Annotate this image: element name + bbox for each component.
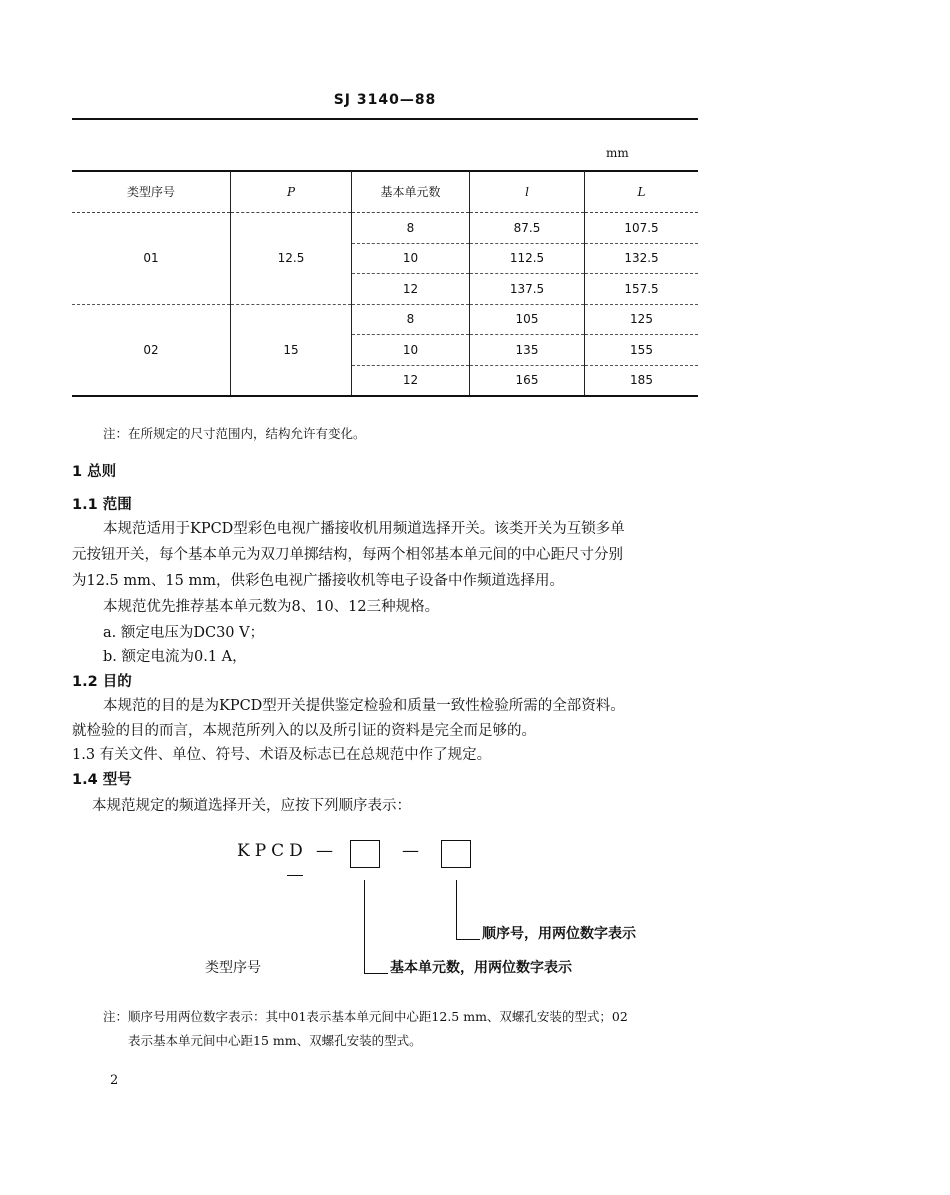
cell-units: 10	[352, 243, 470, 274]
cell-units: 12	[352, 274, 470, 305]
cell-type: 01	[72, 213, 231, 305]
units-leader-vertical	[364, 880, 365, 973]
units-label: 基本单元数，用两位数字表示	[390, 960, 572, 976]
header-units: 基本单元数	[352, 171, 470, 213]
sequence-label: 顺序号，用两位数字表示	[482, 926, 636, 942]
document-header: SJ 3140—88	[333, 92, 437, 108]
cell-L: 107.5	[585, 213, 699, 244]
cell-units: 8	[352, 213, 470, 244]
cell-l: 135	[470, 335, 585, 366]
diagram-dash-1: —	[316, 841, 333, 861]
type-label: 类型序号	[205, 960, 261, 976]
header-p: P	[231, 171, 352, 213]
item-a: a. 额定电压为DC30 V；	[103, 625, 265, 641]
table-header-row	[72, 171, 698, 213]
cell-l: 105	[470, 304, 585, 335]
scope-paragraph-line-2: 元按钮开关，每个基本单元为双刀单掷结构，每两个相邻基本单元间的中心距尺寸分别	[72, 547, 623, 563]
section-1-2-heading: 1.2 目的	[72, 674, 132, 690]
cell-L: 155	[585, 335, 699, 366]
scope-paragraph-line-3: 为12.5 mm、15 mm，供彩色电视广播接收机等电子设备中作频道选择用。	[72, 573, 564, 589]
page-number: 2	[110, 1073, 119, 1088]
model-designation-intro: 本规范规定的频道选择开关，应按下列顺序表示：	[92, 798, 411, 814]
scope-paragraph-line-1: 本规范适用于KPCD型彩色电视广播接收机用频道选择开关。该类开关为互锁多单	[103, 521, 625, 537]
cell-L: 132.5	[585, 243, 699, 274]
cell-l: 87.5	[470, 213, 585, 244]
table-unit: mm	[606, 146, 629, 160]
cell-units: 10	[352, 335, 470, 366]
cell-L: 185	[585, 365, 699, 396]
header-l-small: l	[470, 171, 585, 213]
cell-L: 125	[585, 304, 699, 335]
header-rule	[72, 118, 698, 120]
sequence-leader-horizontal	[456, 939, 480, 940]
purpose-paragraph-line-2: 就检验的目的而言，本规范所列入的以及所引证的资料是完全而足够的。	[72, 723, 536, 739]
cell-type: 02	[72, 304, 231, 396]
units-box	[350, 840, 380, 868]
sequence-box	[441, 840, 471, 868]
scope-recommendation: 本规范优先推荐基本单元数为8、10、12三种规格。	[103, 599, 440, 615]
dimension-table	[72, 171, 698, 397]
table-note: 注：在所规定的尺寸范围内，结构允许有变化。	[103, 426, 366, 441]
table-row	[72, 304, 698, 335]
purpose-paragraph-line-1: 本规范的目的是为KPCD型开关提供鉴定检验和质量一致性检验所需的全部资料。	[103, 698, 625, 714]
prefix-underline	[287, 875, 303, 876]
section-1-3-text: 1.3 有关文件、单位、符号、术语及标志已在总规范中作了规定。	[72, 747, 492, 763]
header-l-large: L	[585, 171, 699, 213]
section-1-4-heading: 1.4 型号	[72, 772, 132, 788]
bottom-note-line-1: 注：顺序号用两位数字表示：其中01表示基本单元间中心距12.5 mm、双螺孔安装的型式；02	[103, 1009, 628, 1024]
item-b: b. 额定电流为0.1 A，	[103, 649, 247, 665]
diagram-dash-2: —	[402, 841, 419, 861]
cell-p: 12.5	[231, 213, 352, 305]
cell-units: 8	[352, 304, 470, 335]
bottom-note-line-2: 表示基本单元间中心距15 mm、双螺孔安装的型式。	[128, 1033, 422, 1048]
cell-l: 165	[470, 365, 585, 396]
sequence-leader-vertical	[456, 880, 457, 939]
cell-p: 15	[231, 304, 352, 396]
cell-l: 112.5	[470, 243, 585, 274]
section-1-1-heading: 1.1 范围	[72, 497, 132, 513]
header-type: 类型序号	[72, 171, 231, 213]
diagram-prefix: KPCD	[237, 841, 308, 861]
cell-l: 137.5	[470, 274, 585, 305]
table-row	[72, 213, 698, 244]
cell-L: 157.5	[585, 274, 699, 305]
section-1-heading: 1 总则	[72, 464, 117, 480]
units-leader-horizontal	[364, 973, 388, 974]
cell-units: 12	[352, 365, 470, 396]
